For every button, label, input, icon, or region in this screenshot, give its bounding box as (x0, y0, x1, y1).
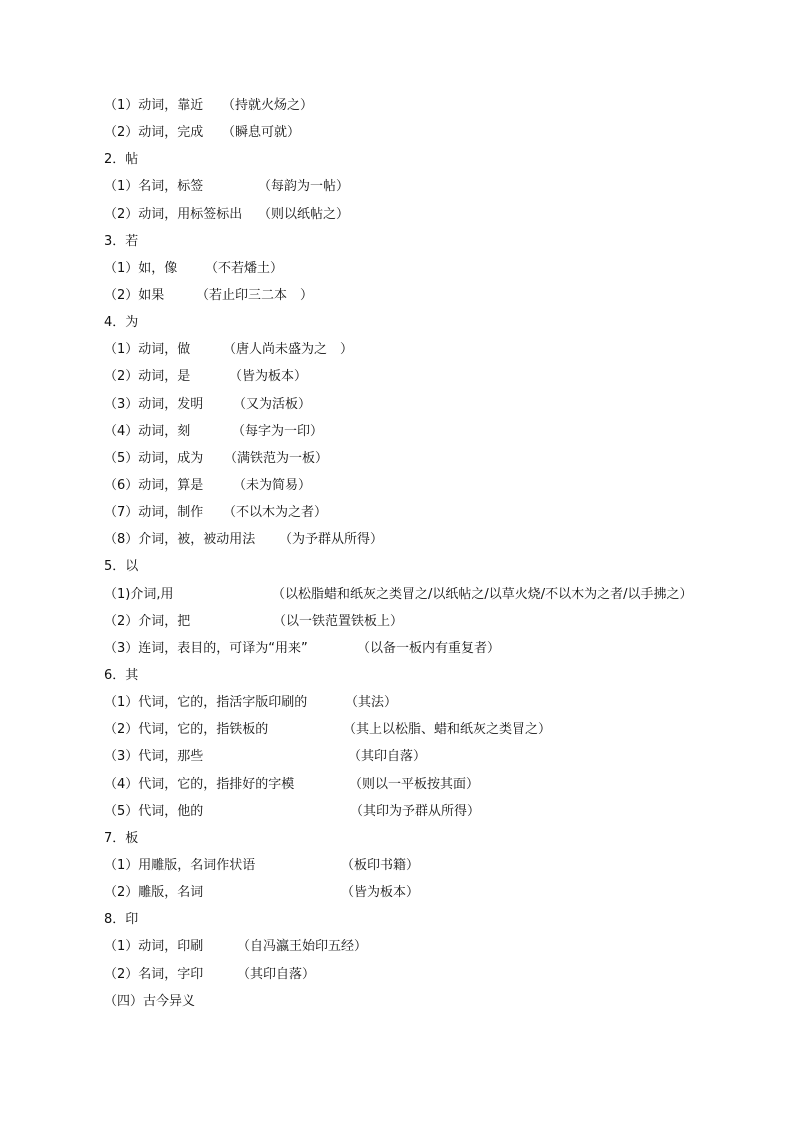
sense-text: （1）动词，靠近 (104, 98, 204, 113)
section-heading: 6．其 (104, 667, 139, 683)
sense-text: （8）介词，被，被动用法 (104, 532, 256, 548)
example-text: （其印为予群从所得） (350, 803, 481, 819)
sense-text: （5）代词，他的 (104, 803, 204, 819)
sense-text: （1）代词，它的，指活字版印刷的 (104, 695, 308, 711)
section-heading: 3．若 (104, 233, 139, 249)
definition-item (0, 418, 794, 445)
section-heading: 2．帖 (104, 152, 139, 168)
sense-text: （7）动词，制作 (104, 505, 204, 521)
sense-text: （1）如，像 (104, 260, 178, 276)
sense-text: （4）动词，刻 (104, 423, 191, 439)
definition-item (0, 771, 794, 798)
sense-text: （4）代词，它的，指排好的字模 (104, 776, 295, 792)
definition-item (0, 499, 794, 526)
definition-item (0, 743, 794, 770)
document-body (0, 92, 794, 1015)
sense-text: （2）介词，把 (104, 613, 191, 629)
definition-item (0, 201, 794, 228)
definition-item (0, 933, 794, 960)
example-text: （以一铁范置铁板上） (273, 613, 404, 629)
example-text: （瞬息可就） (222, 125, 301, 141)
example-text: （满铁范为一板） (224, 450, 329, 466)
sense-text: （2）名词，字印 (104, 966, 204, 982)
example-text: （其印自落） (237, 966, 316, 982)
definition-item (0, 798, 794, 825)
section-heading: 7．板 (104, 830, 139, 846)
example-text: （板印书籍） (341, 857, 420, 873)
example-text: （则以纸帖之） (258, 206, 350, 222)
definition-item (0, 472, 794, 499)
sense-text: （2）如果 (104, 287, 165, 303)
definition-item (0, 445, 794, 472)
example-text: （其法） (345, 695, 398, 711)
example-text: （每字为一印） (232, 423, 324, 439)
definition-item (0, 961, 794, 988)
section-heading: （四）古今异义 (104, 993, 196, 1009)
sense-text: （1）动词，做 (104, 342, 191, 358)
sense-text: （2）雕版，名词 (104, 885, 204, 901)
sense-text: （1)介词,用 (104, 586, 174, 602)
example-text: （未为简易） (233, 477, 312, 493)
definition-item (0, 689, 794, 716)
sense-text: （1）用雕版，名词作状语 (104, 857, 256, 873)
example-text: （每韵为一帖） (258, 179, 350, 195)
example-text: （唐人尚未盛为之 ） (223, 342, 354, 358)
definition-item (0, 391, 794, 418)
sense-text: （2）动词，用标签标出 (104, 206, 243, 222)
sense-text: （1）动词，印刷 (104, 939, 204, 955)
sense-text: （5）动词，成为 (104, 450, 204, 466)
definition-item (0, 635, 794, 662)
section-heading: 5．以 (104, 559, 139, 575)
sense-text: （2）动词，是 (104, 369, 191, 385)
definition-item (0, 336, 794, 363)
sense-text: （3）连词，表目的，可译为“用来” (104, 640, 308, 656)
example-text: （持就火炀之） (222, 98, 314, 113)
sense-text: （2）动词，完成 (104, 125, 204, 141)
section-heading: 4．为 (104, 315, 139, 331)
example-text: （又为活板） (233, 396, 312, 412)
sense-text: （2）代词，它的，指铁板的 (104, 722, 269, 738)
example-text: （其印自落） (348, 749, 427, 765)
definition-item (0, 119, 794, 146)
section-heading: 8．印 (104, 912, 139, 928)
example-text: （若止印三二本 ） (196, 287, 314, 303)
example-text: （自冯瀛王始印五经） (237, 939, 368, 955)
sense-text: （3）动词，发明 (104, 396, 204, 412)
example-text: （不以木为之者） (223, 505, 328, 521)
definition-item (0, 173, 794, 200)
example-text: （为予群从所得） (279, 532, 384, 548)
definition-item (0, 716, 794, 743)
definition-item (0, 608, 794, 635)
definition-item (0, 879, 794, 906)
example-text: （皆为板本） (229, 369, 308, 385)
example-text: （皆为板本） (341, 885, 420, 901)
sense-text: （6）动词，算是 (104, 477, 204, 493)
definition-item (0, 282, 794, 309)
definition-item (0, 255, 794, 282)
example-text: （以松脂蜡和纸灰之类冒之/以纸帖之/以草火烧/不以木为之者/以手拂之） (272, 586, 693, 602)
example-text: （以备一板内有重复者） (357, 640, 501, 656)
example-text: （则以一平板按其面） (349, 776, 480, 792)
definition-item (0, 852, 794, 879)
sense-text: （3）代词，那些 (104, 749, 204, 765)
definition-item (0, 581, 794, 608)
example-text: （其上以松脂、蜡和纸灰之类冒之） (343, 722, 552, 738)
sense-text: （1）名词，标签 (104, 179, 204, 195)
definition-item (0, 363, 794, 390)
example-text: （不若燔土） (205, 260, 284, 276)
definition-item (0, 526, 794, 553)
definition-item (0, 92, 794, 119)
